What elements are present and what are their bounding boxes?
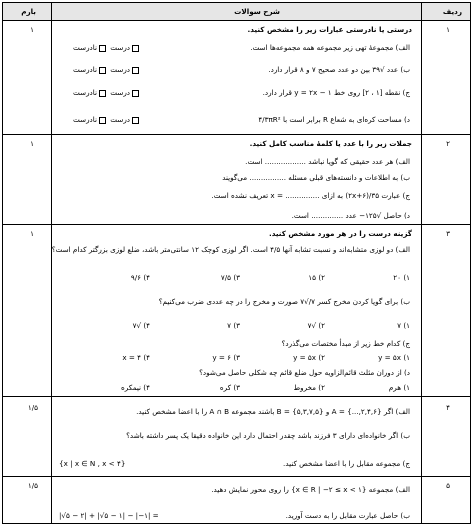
q1-item-d: د) مساحت کره‌ای به شعاع R برابر است با ۴/۳πR²: [258, 115, 410, 124]
q1-item-c: ج) نقطه [۱ ، ۲] روی خط y = ۲x − ۱ قرار دارد.: [262, 88, 410, 97]
q2-item-b: ب) به اطلاعات و دانسته‌های قبلی مسئله ................ می‌گویند: [222, 173, 410, 182]
checkbox-icon[interactable]: [99, 117, 106, 124]
q3-b-opt4: ۴) √۷: [132, 321, 150, 330]
q4-c: ج) مجموعه مقابل را با اعضا مشخص کنید.: [283, 459, 410, 468]
q3-b-opt1: ۱) ۷: [397, 321, 410, 330]
row-divider: [3, 476, 470, 477]
false-label: نادرست: [73, 88, 97, 97]
row-divider: [3, 396, 470, 397]
q3-d-opt2: ۲) مخروط: [293, 383, 325, 392]
q1-c-options: [73, 88, 141, 97]
checkbox-icon[interactable]: [99, 45, 106, 52]
q3-a-opt2: ۲) ۱۵: [308, 273, 325, 282]
q5-b-expression: |√۵ − ۲| + |√۵ − ۱| − |−۱| =: [59, 511, 159, 520]
row-divider: [3, 224, 470, 225]
col-divider: [51, 3, 52, 523]
col-divider: [421, 3, 422, 523]
checkbox-icon[interactable]: [132, 117, 139, 124]
exam-table: [2, 2, 471, 524]
row-divider: [3, 134, 470, 135]
q3-score: ۱: [30, 229, 34, 238]
q3-a-opt1: ۱) ۲۰: [393, 273, 410, 282]
header-questions: شرح سوالات: [234, 7, 280, 16]
q4-number: ۴: [446, 403, 450, 412]
q1-a-options: [73, 43, 141, 52]
q5-score: ۱/۵: [27, 481, 38, 490]
q3-d-opt4: ۴) نیمکره: [121, 383, 150, 392]
false-label: نادرست: [73, 65, 97, 74]
true-label: درست: [110, 43, 131, 52]
false-label: نادرست: [73, 43, 97, 52]
true-label: درست: [110, 115, 131, 124]
q1-item-b: ب) عدد √۳۹ بین دو عدد صحیح ۷ و ۸ قرار دارد.: [268, 65, 410, 74]
q2-score: ۱: [30, 139, 34, 148]
q1-b-options: [73, 65, 141, 74]
q2-item-c: ج) عبارت ۳۵/(۲x+۶) به ازای ............... = x تعریف نشده است.: [211, 191, 410, 200]
q3-c-opt2: ۲) y = ۵x: [293, 353, 325, 362]
q2-item-d: د) حاصل √۱۲۵− عدد .............. است.: [291, 211, 410, 220]
q4-a: الف) اگر {۲,۴,۶,...} = A و B = {۵,۳,۷,۵} باشند مجموعه A ∩ B را با اعضا مشخص کنید.: [136, 407, 410, 416]
q3-b-question: ب) برای گویا کردن مخرج کسر ۷/√۷ صورت و مخرج را در چه عددی ضرب می‌کنیم؟: [158, 297, 410, 306]
q3-title: گزینه درست را در هر مورد مشخص کنید.: [268, 229, 412, 238]
header-row-number: ردیف: [442, 7, 462, 16]
q1-score: ۱: [30, 25, 34, 34]
true-label: درست: [110, 65, 131, 74]
checkbox-icon[interactable]: [132, 67, 139, 74]
q2-item-a: الف) هر عدد حقیقی که گویا نباشد .................. است.: [245, 157, 410, 166]
q3-a-opt4: ۴) ۹/۶: [130, 273, 150, 282]
false-label: نادرست: [73, 115, 97, 124]
q3-c-opt3: ۳) y = ۶: [212, 353, 240, 362]
q4-b: ب) اگر خانواده‌ای دارای ۳ فرزند باشد چقدر احتمال دارد این خانواده دقیقا یک پسر داشته باشد؟: [126, 431, 410, 440]
q2-title: جملات زیر را با عدد یا کلمهٔ مناسب کامل کنید.: [249, 139, 412, 148]
checkbox-icon[interactable]: [132, 90, 139, 97]
checkbox-icon[interactable]: [99, 67, 106, 74]
row-divider: [3, 20, 470, 21]
q3-c-opt4: ۴) x = ۴: [122, 353, 150, 362]
true-label: درست: [110, 88, 131, 97]
q3-c-question: ج) کدام خط زیر از مبدأ مختصات می‌گذرد؟: [281, 339, 410, 348]
q3-b-opt2: ۲) √۷: [307, 321, 325, 330]
q4-score: ۱/۵: [27, 403, 38, 412]
q3-c-opt1: ۱) y = ۵x: [378, 353, 410, 362]
header-score: بارم: [21, 7, 36, 16]
q3-d-opt3: ۳) کره: [219, 383, 240, 392]
q3-a-opt3: ۳) ۷/۵: [220, 273, 240, 282]
checkbox-icon[interactable]: [132, 45, 139, 52]
q5-number: ۵: [446, 481, 450, 490]
q1-item-a: الف) مجموعۀ تهی زیر مجموعه همه مجموعه‌ها است.: [250, 43, 410, 52]
q1-d-options: [73, 115, 141, 124]
q1-title: درستی یا نادرستی عبارات زیر را مشخص کنید.: [247, 25, 412, 34]
q5-a: الف) مجموعه {x ∈ R | −۲ ≤ x < ۱} را روی محور نمایش دهید.: [211, 485, 410, 494]
checkbox-icon[interactable]: [99, 90, 106, 97]
q3-b-opt3: ۳) ۷: [227, 321, 240, 330]
q4-c-set: {x | x ∈ N , x < ۴}: [59, 459, 126, 468]
q2-number: ۲: [446, 139, 450, 148]
q3-d-opt1: ۱) هرم: [388, 383, 410, 392]
q3-number: ۳: [446, 229, 450, 238]
q5-b: ب) حاصل عبارت مقابل را به دست آورید.: [285, 511, 410, 520]
q3-d-question: د) از دوران مثلث قائم‌الزاویه حول ضلع قائم چه شکلی حاصل می‌شود؟: [199, 368, 410, 377]
q3-a-question: الف) دو لوزی متشابه‌اند و نسبت تشابه آنها ۴/۵ است. اگر لوزی کوچک ۱۲ سانتی‌متر باشد، ضلع لوزی بزرگتر کدام است؟: [51, 245, 410, 254]
q1-number: ۱: [446, 25, 450, 34]
